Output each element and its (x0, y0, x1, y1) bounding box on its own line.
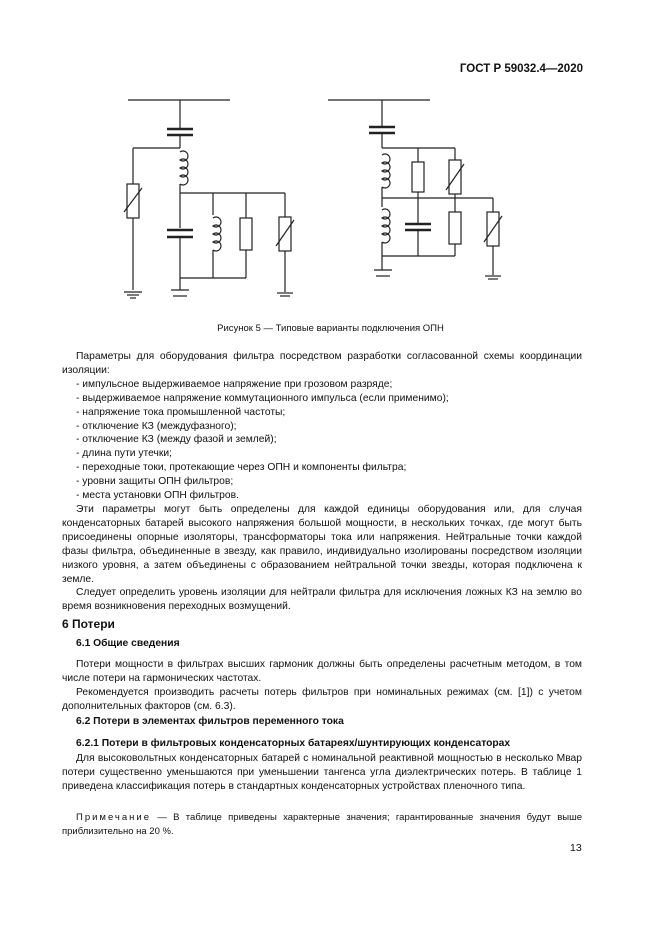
list-item: - выдерживаемое напряжение коммутационного импульса (если применимо); (62, 392, 582, 406)
paragraph-recommend: Рекомендуется производить расчеты потерь фильтров при номинальных режимах (см. [1]) с учетом дополнительных факторов (см. 6.3). (62, 686, 582, 712)
section-6-1-heading: 6.1 Общие сведения (76, 638, 180, 649)
list-item: - длина пути утечки; (62, 447, 582, 461)
section-6-2-heading: 6.2 Потери в элементах фильтров переменного тока (76, 716, 344, 727)
circuit-diagram (0, 0, 661, 320)
note (62, 811, 582, 838)
document-header: ГОСТ Р 59032.4—2020 (459, 63, 583, 75)
section-6-2-1-text (62, 752, 582, 794)
paragraph-parameters: Эти параметры могут быть определены для каждой единицы оборудования или, для случая конденсаторных батарей высокого напряжения большой мощности, в нескольких точках, где могут быть присоединены опорные изоляторы, трансформаторы тока или напряжения. Нейтральные точки каждой фазы фильтра, объединенные в звезду, как правило, индивидуально изолированы посредством изоляции низкого уровня, а затем объединены с образованием нейтральной точки звезды, которая подключена к земле. (62, 503, 582, 585)
list-item: - напряжение тока промышленной частоты; (62, 406, 582, 420)
list-item: - отключение КЗ (междуфазного); (62, 420, 582, 434)
page-number: 13 (570, 842, 582, 854)
figure-caption: Рисунок 5 — Типовые варианты подключения ОПН (217, 323, 444, 334)
parameter-list (62, 378, 582, 503)
list-item: - импульсное выдерживаемое напряжение при грозовом разряде; (62, 378, 582, 392)
paragraph-losses: Потери мощности в фильтрах высших гармоник должны быть определены расчетным методом, в том числе потери на гармонических частотах. (62, 659, 582, 684)
list-item: - отключение КЗ (между фазой и землей); (62, 433, 582, 447)
note-text: — В таблице приведены характерные значения; гарантированные значения будут выше приблизительно на 20 %. (62, 812, 582, 837)
paragraph-intro: Параметры для оборудования фильтра посредством разработки согласованной схемы координации изоляции: (62, 351, 582, 376)
section-6-2-1-heading: 6.2.1 Потери в фильтровых конденсаторных батареях/шунтирующих конденсаторах (76, 738, 511, 749)
list-item: - уровни защиты ОПН фильтров; (62, 475, 582, 489)
list-item: - переходные токи, протекающие через ОПН и компоненты фильтра; (62, 461, 582, 475)
note-label: Примечание (76, 812, 151, 823)
paragraph-neutral: Следует определить уровень изоляции для нейтрали фильтра для исключения ложных КЗ на землю во время возникновения переходных возмущений. (62, 587, 582, 613)
list-item: - места установки ОПН фильтров. (62, 489, 582, 503)
paragraph-capacitor-losses: Для высоковольтных конденсаторных батарей с номинальной реактивной мощностью в несколько Мвар потери существенно уменьшаются при уменьшении тангенса угла диэлектрических потерь. В таблице 1 приведена классификация потерь в стандартных конденсаторных устройствах пленочного типа. (62, 753, 582, 792)
section-6-heading: 6 Потери (62, 617, 115, 631)
section-6-1-text (62, 658, 582, 714)
main-text (62, 350, 582, 614)
